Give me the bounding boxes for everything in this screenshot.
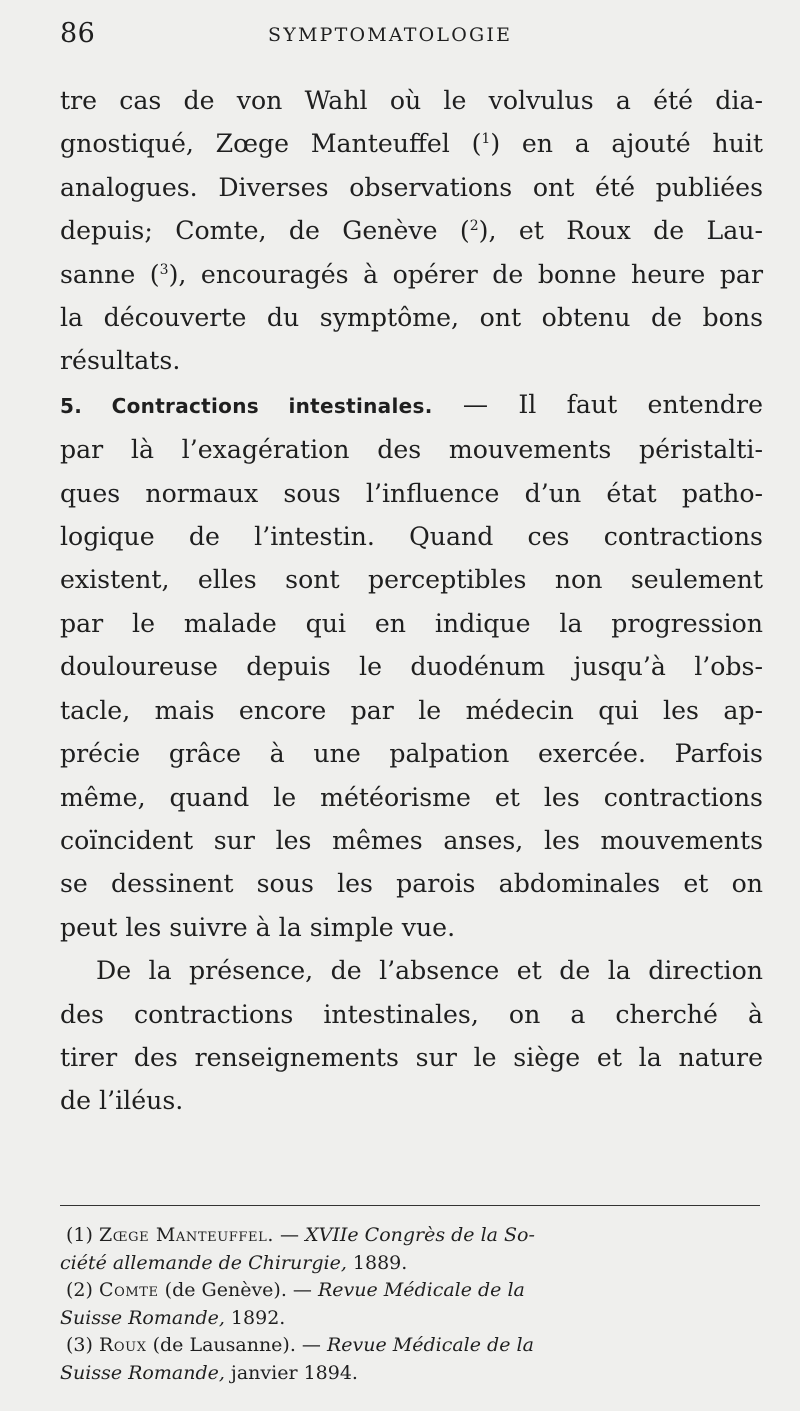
text-line: 5. Contractions intestinales. — Il faut entendre xyxy=(60,389,763,419)
paragraph-continuation xyxy=(60,79,763,383)
text-line: De la présence, de l’absence et de la direction xyxy=(96,956,763,986)
text-line: la découverte du symptôme, ont obtenu de bons xyxy=(60,303,763,333)
text-line: par là l’exagération des mouvements péristalti- xyxy=(60,435,763,465)
running-head: SYMPTOMATOLOGIE xyxy=(268,24,513,46)
footnote: (2) Comte (de Genève). — Revue Médicale de la Suisse Romande, 1892. xyxy=(60,1279,525,1329)
text-line: gnostiqué, Zœge Manteuffel ($^1$) en a ajouté huit xyxy=(60,129,763,159)
footnote: (3) Roux (de Lausanne). — Revue Médicale de la Suisse Romande, janvier 1894. xyxy=(60,1334,534,1384)
text-line: tacle, mais encore par le médecin qui les ap- xyxy=(60,695,763,725)
text-line: précie grâce à une palpation exercée. Parfois xyxy=(60,739,763,769)
footnote-divider xyxy=(60,1205,760,1206)
text-line: douloureuse depuis le duodénum jusqu’à l’obs- xyxy=(60,652,763,682)
text-line: analogues. Diverses observations ont été publiées xyxy=(60,172,763,202)
text-line: résultats. xyxy=(60,346,181,376)
section-5-paragraph xyxy=(60,383,763,949)
paragraph xyxy=(60,949,763,1123)
text-line: même, quand le météorisme et les contractions xyxy=(60,782,763,812)
text-line: logique de l’intestin. Quand ces contractions xyxy=(60,522,763,552)
footnote-ref: 1 xyxy=(481,131,491,148)
footnote-ref: 2 xyxy=(469,218,479,235)
text-line: depuis; Comte, de Genève ($^2$), et Roux de Lau- xyxy=(60,216,763,246)
text-line: existent, elles sont perceptibles non seulement xyxy=(60,565,763,595)
text-line: tirer des renseignements sur le siège et la nature xyxy=(60,1042,763,1072)
footnote: (1) Zœge Manteuffel. — XVIIe Congrès de la So- ciété allemande de Chirurgie, 1889. xyxy=(60,1224,535,1274)
text-line: ques normaux sous l’influence d’un état patho- xyxy=(60,478,763,508)
text-line: de l’iléus. xyxy=(60,1086,184,1116)
body-text xyxy=(60,79,763,1123)
text-line: tre cas de von Wahl où le volvulus a été dia- xyxy=(60,86,763,115)
text-line: coïncident sur les mêmes anses, les mouvements xyxy=(60,825,763,855)
text-line: sanne ($^3$), encouragés à opérer de bonne heure par xyxy=(60,259,763,289)
page-number: 86 xyxy=(60,18,96,49)
text-line: se dessinent sous les parois abdominales et on xyxy=(60,869,763,899)
footnote-ref: 3 xyxy=(159,261,169,278)
text-line: des contractions intestinales, on a cherché à xyxy=(60,999,763,1029)
text-line: peut les suivre à la simple vue. xyxy=(60,912,456,942)
footnotes xyxy=(60,1222,763,1388)
text-line: par le malade qui en indique la progression xyxy=(60,608,763,638)
section-heading: 5. Contractions intestinales. xyxy=(60,393,433,418)
